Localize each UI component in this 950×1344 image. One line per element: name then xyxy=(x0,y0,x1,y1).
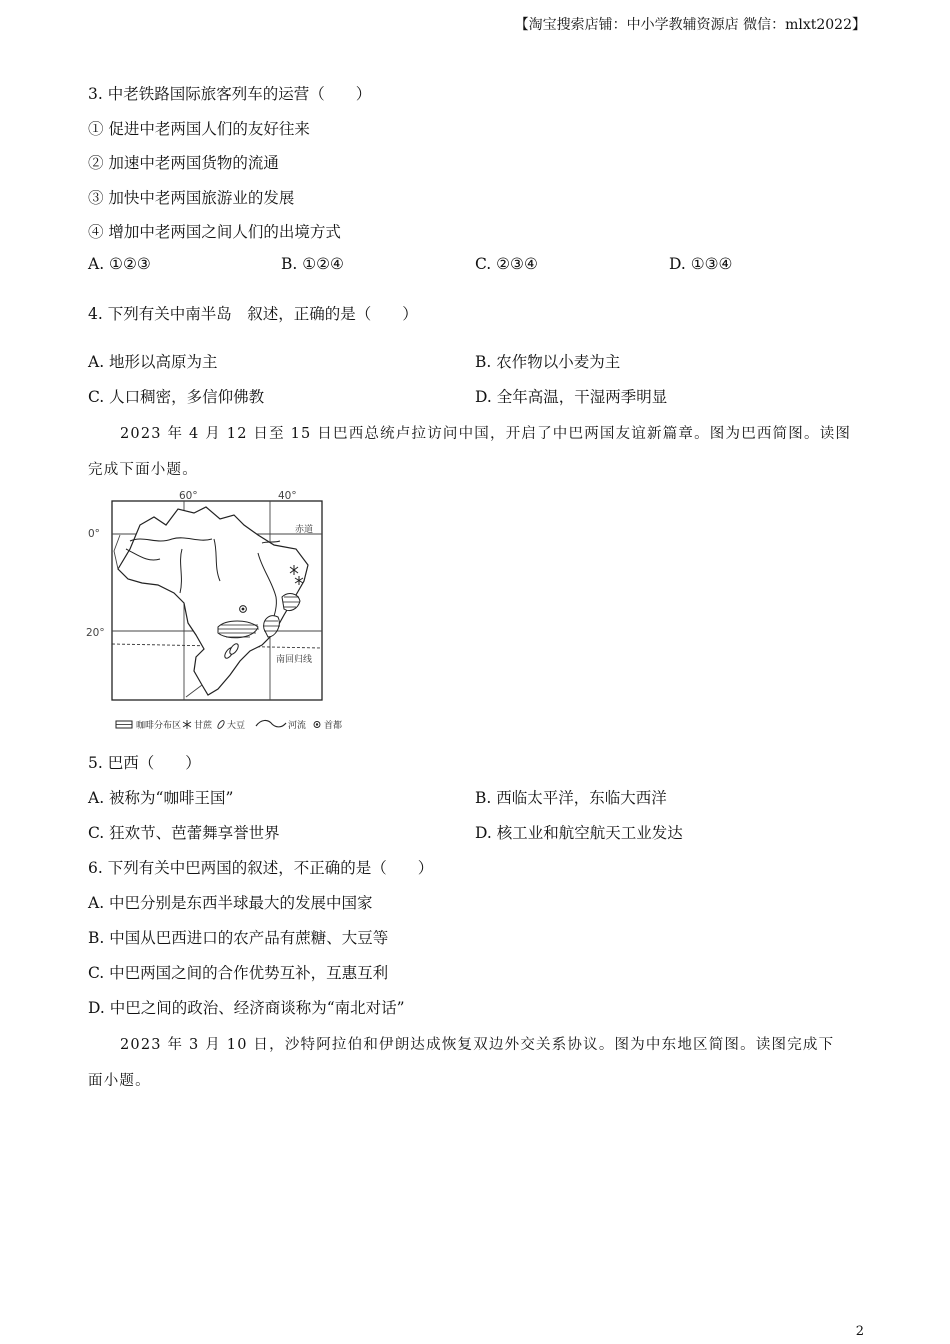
coffee-area-northeast xyxy=(282,594,300,611)
q3-option-a: A. ①②③ xyxy=(88,255,151,273)
brazil-intro-line1: 2023 年 4 月 12 日至 15 日巴西总统卢拉访问中国，开启了中巴两国友谊新篇章。图为巴西简图。读图 xyxy=(120,426,852,442)
tropic-label: 南回归线 xyxy=(276,655,313,665)
q5-stem: 5. 巴西（ ） xyxy=(88,754,201,772)
q3-item-1: ① 促进中老两国人们的友好往来 xyxy=(88,120,310,138)
page-number: 2 xyxy=(855,1324,864,1339)
q3-item-4: ④ 增加中老两国之间人们的出境方式 xyxy=(88,223,341,241)
q4-option-d: D. 全年高温，干湿两季明显 xyxy=(475,388,668,406)
capital-symbol xyxy=(240,606,247,613)
q6-option-c: C. 中巴两国之间的合作优势互补，互惠互利 xyxy=(88,964,389,982)
q5-option-d: D. 核工业和航空航天工业发达 xyxy=(475,824,683,842)
q3-option-d: D. ①③④ xyxy=(669,255,733,273)
q3-item-3: ③ 加快中老两国旅游业的发展 xyxy=(88,189,295,207)
q4-option-c: C. 人口稠密，多信仰佛教 xyxy=(88,388,265,406)
q5-option-c: C. 狂欢节、芭蕾舞享誉世界 xyxy=(88,824,280,842)
q3-stem: 3. 中老铁路国际旅客列车的运营（ ） xyxy=(88,85,372,103)
q3-option-b: B. ①②④ xyxy=(281,255,344,273)
equator-label: 赤道 xyxy=(295,525,314,535)
q6-stem: 6. 下列有关中巴两国的叙述，不正确的是（ ） xyxy=(88,859,434,877)
brazil-map xyxy=(86,485,356,735)
brazil-intro-line2: 完成下面小题。 xyxy=(88,462,198,478)
q6-option-a: A. 中巴分别是东西半球最大的发展中国家 xyxy=(88,894,373,912)
q6-option-d: D. 中巴之间的政治、经济商谈称为“南北对话” xyxy=(88,999,405,1017)
q4-stem: 4. 下列有关中南半岛 叙述，正确的是（ ） xyxy=(88,305,418,323)
q3-item-2: ② 加速中老两国货物的流通 xyxy=(88,154,279,172)
mideast-intro-line2: 面小题。 xyxy=(88,1073,151,1089)
legend-coffee: 咖啡分布区 xyxy=(136,721,182,731)
legend-soybean: 大豆 xyxy=(227,721,246,731)
mideast-intro-line1: 2023 年 3 月 10 日，沙特阿拉伯和伊朗达成恢复双边外交关系协议。图为中东地区简图。读图完成下 xyxy=(120,1037,835,1053)
q4-option-a: A. 地形以高原为主 xyxy=(88,353,218,371)
neighbor-border-west xyxy=(114,535,120,569)
q6-option-b: B. 中国从巴西进口的农产品有蔗糖、大豆等 xyxy=(88,929,389,947)
lat-label-20: 20° xyxy=(86,627,105,639)
page-header: 【淘宝搜索店铺：中小学教辅资源店 微信：mlxt2022】 xyxy=(514,17,866,33)
legend-sugarcane: 甘蔗 xyxy=(194,721,213,731)
neighbor-border-south xyxy=(186,685,202,697)
brazil-outline xyxy=(118,507,308,695)
q5-option-b: B. 西临太平洋，东临大西洋 xyxy=(475,789,667,807)
lat-label-0: 0° xyxy=(88,528,100,540)
q4-option-b: B. 农作物以小麦为主 xyxy=(475,353,621,371)
map-legend xyxy=(116,719,342,731)
lon-label-60: 60° xyxy=(179,490,198,502)
legend-river: 河流 xyxy=(288,721,307,731)
q5-option-a: A. 被称为“咖啡王国” xyxy=(88,789,234,807)
q3-option-c: C. ②③④ xyxy=(475,255,538,273)
legend-capital: 首都 xyxy=(324,721,343,731)
lon-label-40: 40° xyxy=(278,490,297,502)
